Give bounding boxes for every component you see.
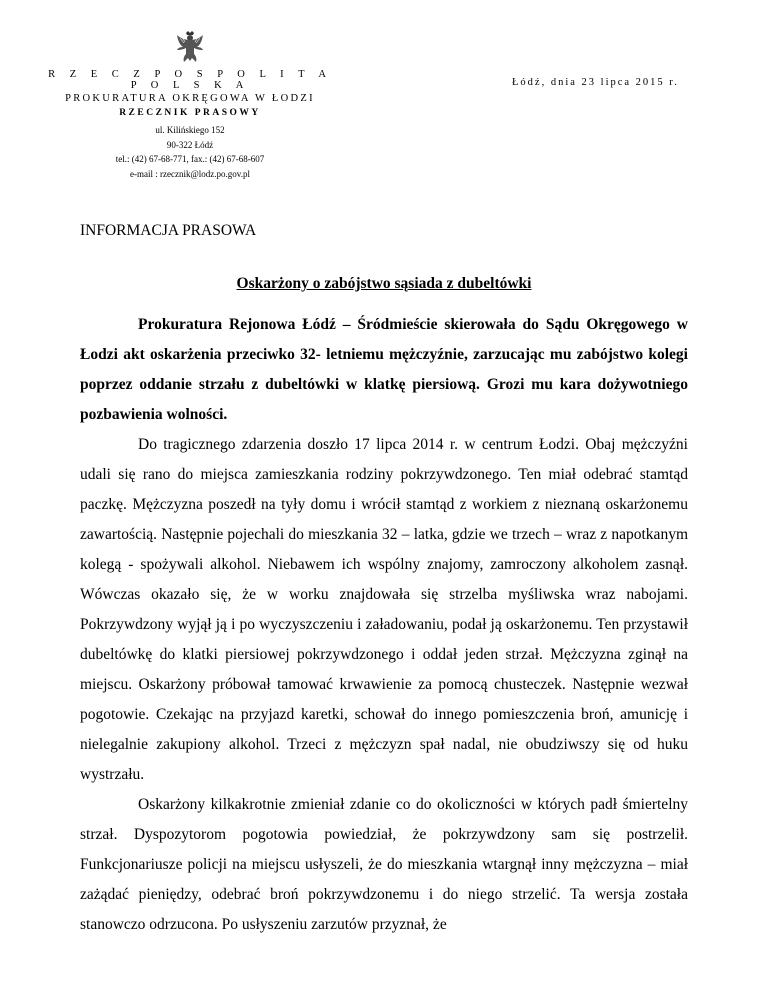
- office-name: PROKURATURA OKRĘGOWA W ŁODZI: [65, 93, 315, 104]
- spokesperson-label: RZECZNIK PRASOWY: [119, 108, 261, 118]
- lead-paragraph: Prokuratura Rejonowa Łódź – Śródmieście skierowała do Sądu Okręgowego w Łodzi akt oskarżenia przeciwko 32- letniemu mężczyźnie, zarzucając mu zabójstwo kolegi poprzez oddanie strzału z dubeltówki w klatkę piersiową. Grozi mu kara dożywotniego pozbawienia wolności.: [80, 316, 688, 423]
- press-release-title: Oskarżony o zabójstwo sąsiada z dubeltówki: [236, 275, 532, 292]
- document-type: INFORMACJA PRASOWA: [80, 222, 257, 239]
- body-paragraph-1: Do tragicznego zdarzenia doszło 17 lipca 2014 r. w centrum Łodzi. Obaj mężczyźni udali się rano do miejsca zamieszkania rodziny pokrzywdzonego. Ten miał odebrać stamtąd paczkę. Mężczyzna poszedł na tyły domu i wrócił stamtąd z workiem z nieznaną oskarżonemu zawartością. Następnie pojechali do mieszkania 32 – latka, gdzie we trzech – wraz z napotkanym kolegą - spożywali alkohol. Niebawem ich wspólny znajomy, zamroczony alkoholem zasnął. Wówczas okazało się, że w worku znajdowała się strzelba myśliwska wraz nabojami. Pokrzywdzony wyjął ją i po wyczyszczeniu i załadowaniu, podał ją oskarżonemu. Ten przystawił dubeltówkę do klatki piersiowej pokrzywdzonego i oddał jeden strzał. Mężczyzna zginął na miejscu. Oskarżony próbował tamować krwawienie za pomocą chusteczek. Następnie wezwał pogotowie. Czekając na przyjazd karetki, schował do innego pomieszczenia broń, amunicję i nielegalnie zakupiony alkohol. Trzeci z mężczyzn spał nadal, nie obudziwszy się od huku wystrzału.: [80, 436, 688, 783]
- press-release-body: [80, 310, 688, 940]
- postal-address: 90-322 Łódź: [166, 139, 214, 150]
- body-paragraph-2: Oskarżony kilkakrotnie zmieniał zdanie co do okoliczności w których padł śmiertelny strzał. Dyspozytorom pogotowia powiedział, że pokrzywdzony sam się postrzelił. Funkcjonariusze policji na miejscu usłyszeli, że do mieszkania wtargnął inny mężczyzna – miał zażądać pieniędzy, odebrać broń pokrzywdzonemu i do niego strzelić. Ta wersja została stanowczo odrzucona. Po usłyszeniu zarzutów przyznał, że: [80, 796, 688, 933]
- street-address: ul. Kilińskiego 152: [155, 125, 225, 135]
- place-date: Łódź, dnia 23 lipca 2015 r.: [512, 77, 679, 88]
- polish-eagle-emblem-icon: [175, 30, 205, 64]
- phone-fax: tel.: (42) 67-68-771, fax.: (42) 67-68-607: [115, 154, 265, 164]
- letterhead: [40, 30, 340, 181]
- country-name: R Z E C Z P O S P O L I T A P O L S K A: [48, 69, 332, 91]
- email-address: e-mail : rzecznik@lodz.po.gov.pl: [130, 168, 250, 179]
